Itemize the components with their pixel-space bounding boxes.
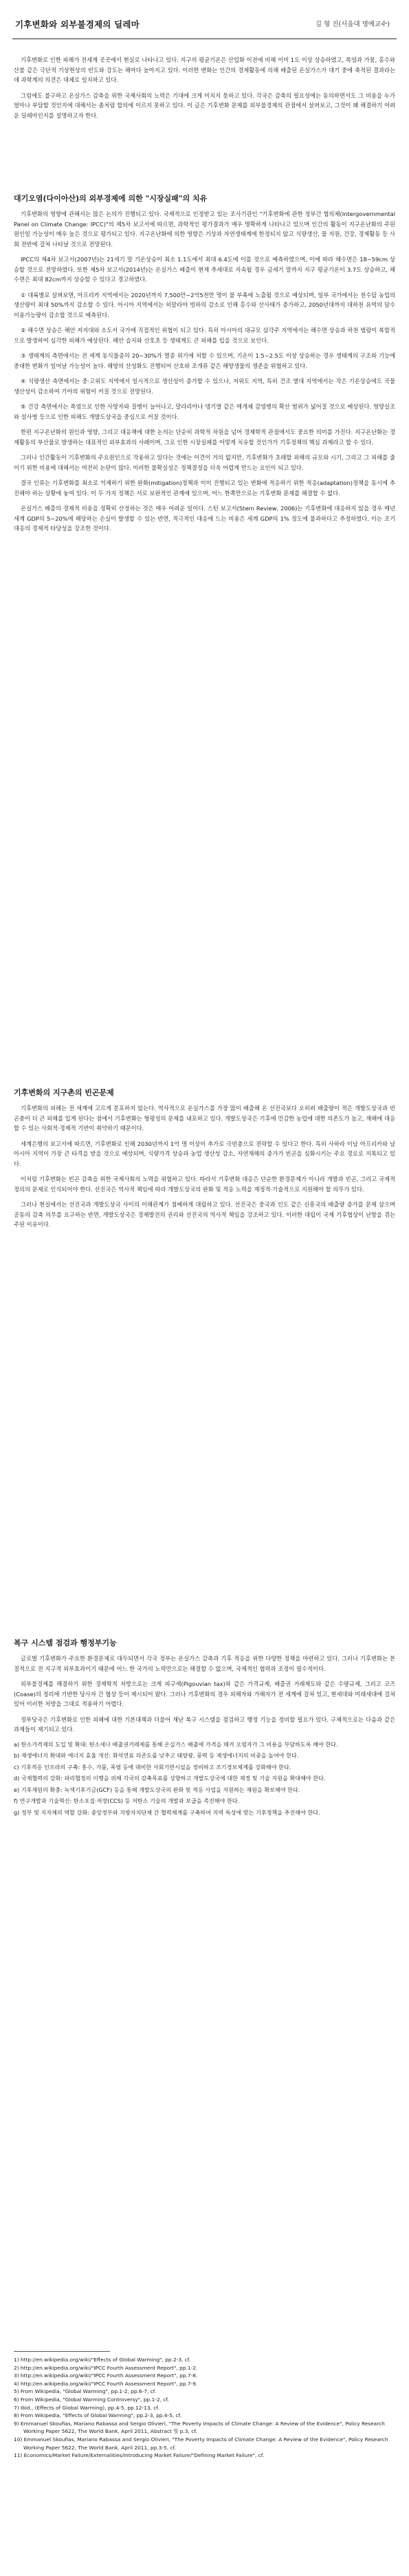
body-paragraph: 그러나 현실에서는 선진국과 개발도상국 사이의 이해관계가 첨예하게 대립하고 있다. 선진국은 중국과 인도 같은 신흥국의 배출량 증가를 문제 삼으며 공동의 감축 의무를 요구하는 반면, 개발도상국은 경제발전의 권리와 선진국의 역사적 책임을 강조하고 있다. 이러한 대립이 국제 기후협상이 난항을 겪는 주된 이유이다. bbox=[14, 1201, 395, 1228]
section-heading: 복구 시스템 점검과 행정부기능 bbox=[14, 1638, 117, 1647]
body-paragraph: 세계은행의 보고서에 따르면, 기후변화로 인해 2030년까지 1억 명 이상이 추가로 극빈층으로 전락할 수 있다고 한다. 특히 사하라 이남 아프리카와 남아시아 지역이 가장 큰 타격을 받을 것으로 예상되며, 식량가격 상승과 농업 생산성 감소, 자연재해의 증가가 빈곤을 심화시키는 주요 경로로 지목되고 있다. bbox=[14, 1140, 395, 1167]
body-paragraph: 외부불경제를 해결하기 위한 경제학적 처방으로는 크게 피구세(Pigouvian tax)와 같은 가격규제, 배출권 거래제도와 같은 수량규제, 그리고 코즈(Coase)의 정리에 기반한 당사자 간 협상 등이 제시되어 왔다. 그러나 기후변화의 경우 피해자와 가해자가 전 세계에 걸쳐 있고, 현세대와 미래세대에 걸쳐 있어 이러한 처방을 그대로 적용하기 어렵다. bbox=[14, 1680, 395, 1707]
list-item: c) 기후적응 인프라의 구축: 홍수, 가뭄, 폭염 등에 대비한 사회기반시설을 정비하고 조기경보체계를 강화해야 한다. bbox=[14, 1763, 291, 1771]
list-item: d) 국제협력의 강화: 파리협정의 이행을 위해 각국의 감축목표를 상향하고 개발도상국에 대한 재정 및 기술 지원을 확대해야 한다. bbox=[14, 1775, 326, 1782]
footnote: 4) http://en.wikipedia.org/wiki/"IPCC Fourth Assessment Report", pp.7-9. bbox=[14, 2380, 198, 2387]
body-paragraph: IPCC의 제4차 보고서(2007년)는 21세기 말 기온상승이 최소 1.1도에서 최대 6.4도에 이를 것으로 예측하였으며, 이에 따라 해수면은 18~59cm 상승할 것으로 전망하였다. 또한 제5차 보고서(2014년)는 온실가스 배출이 현재 추세대로 지속될 경우 금세기 말까지 지구 평균기온이 3.7도 상승하고, 해수면은 최대 82cm까지 상승할 수 있다고 경고하였다. bbox=[14, 256, 395, 283]
footnote: 2) http://en.wikipedia.org/wiki/"IPCC Fourth Assessment Report", pp.1-2. bbox=[14, 2364, 198, 2371]
intro-section bbox=[14, 55, 395, 126]
body-paragraph: 기후변화의 피해는 전 세계에 고르게 분포하지 않는다. 역사적으로 온실가스를 가장 많이 배출해 온 선진국보다 오히려 배출량이 적은 개발도상국과 빈곤층이 더 큰 피해를 입게 된다는 점에서 기후변화는 형평성의 문제를 내포하고 있다. 개발도상국은 기후에 민감한 농업에 대한 의존도가 높고, 재해에 대응할 수 있는 사회적·경제적 기반이 취약하기 때문이다. bbox=[14, 1105, 395, 1132]
footnote: 1) http://en.wikipedia.org/wiki/"Effects of Global Warming", pp.2-3, cf. bbox=[14, 2357, 191, 2363]
section-heading: 대기오염(다이아산)의 외부경제에 의한 "시장실패"의 치유 bbox=[14, 194, 208, 203]
body-paragraph: 글로벌 기후변화가 주요한 환경문제로 대두되면서 각국 정부는 온실가스 감축과 기후 적응을 위한 다양한 정책을 마련하고 있다. 그러나 기후변화는 본질적으로 전 지구적 외부효과이기 때문에 어느 한 국가의 노력만으로는 해결할 수 없으며, 국제적인 협력과 조정이 필수적이다. bbox=[14, 1655, 395, 1672]
author-line: 김 형 진(서울대 명예교수) bbox=[315, 21, 390, 28]
footnote: 5) From Wikipedia, "Global Warming", pp.1-2, pp.6-7, cf. bbox=[14, 2388, 157, 2395]
section-recovery bbox=[14, 1637, 395, 1823]
body-paragraph: 정부당국은 기후변화로 인한 피해에 대한 기본대책과 더불어 재난 복구 시스템을 점검하고 행정 기능을 정비할 필요가 있다. 구체적으로는 다음과 같은 과제들이 제기되고 있다. bbox=[14, 1715, 395, 1733]
footnote: 10) Emmanuel Skoufias, Mariano Rabassa and Sergio Olivieri, "The Poverty Impacts of Climate Change: A Review of the Evidence", Policy Research Working Paper 5622, The World Bank, April 2011, pp.3-5, cf. bbox=[14, 2436, 388, 2451]
footnotes bbox=[14, 2346, 395, 2460]
body-paragraph: ② 해수면 상승은 해안 저지대와 소도서 국가에 직접적인 위협이 되고 있다. 특히 아시아의 대규모 삼각주 지역에서는 해수면 상승과 하천 범람이 복합적으로 발생하여 심각한 피해가 예상된다. 해안 습지와 산호초 등 생태계도 큰 피해를 입을 것으로 보인다. bbox=[14, 327, 395, 344]
footnote-divider bbox=[14, 2351, 110, 2352]
policy-list bbox=[14, 1740, 395, 1818]
body-paragraph: 결국 인류는 기후변화를 최소로 억제하기 위한 완화(mitigation)정책과 이미 진행되고 있는 변화에 적응하기 위한 적응(adaptation)정책을 동시에 추진해야 하는 상황에 놓여 있다. 이 두 가지 정책은 서로 보완적인 관계에 있으며, 어느 한쪽만으로는 기후변화 문제를 해결할 수 없다. bbox=[14, 479, 395, 497]
intro-paragraph: 기후변화로 인한 피해가 전세계 곳곳에서 현실로 나타나고 있다. 지구의 평균기온은 산업화 이전에 비해 이미 1도 이상 상승하였고, 폭염과 가뭄, 홍수와 산불 같은 극단적 기상현상의 빈도와 강도는 해마다 높아지고 있다. 이러한 변화는 인간의 경제활동에 의해 배출된 온실가스가 대기 중에 축적된 결과라는 데 과학계의 의견은 대체로 일치하고 있다. bbox=[14, 56, 395, 83]
list-item: f) 연구개발과 기술혁신: 탄소포집·저장(CCS) 등 저탄소 기술의 개발과 보급을 촉진해야 한다. bbox=[14, 1797, 240, 1804]
intro-paragraph: 그럼에도 불구하고 온실가스 감축을 위한 국제사회의 노력은 기대에 크게 미치지 못하고 있다. 각국은 감축의 필요성에는 동의하면서도 그 비용을 누가 얼마나 부담할 것인지에 대해서는 좀처럼 합의에 이르지 못하고 있다. 이 글은 기후변화 문제를 외부불경제의 관점에서 살펴보고, 그것이 왜 해결하기 어려운 딜레마인지를 설명하고자 한다. bbox=[14, 91, 395, 119]
body-paragraph: 온실가스 배출의 경제적 비용을 정확히 산정하는 것은 매우 어려운 일이다. 스턴 보고서(Stern Review, 2006)는 기후변화에 대응하지 않을 경우 매년 세계 GDP의 5~20%에 해당하는 손실이 발생할 수 있는 반면, 적극적인 대응에 드는 비용은 세계 GDP의 1% 정도에 불과하다고 추정하였다. 이는 조기 대응의 경제적 타당성을 강조한 것이다. bbox=[14, 505, 395, 532]
footnote-list bbox=[14, 2356, 395, 2460]
body-paragraph: ⑤ 건강 측면에서는 폭염으로 인한 사망자와 질병이 늘어나고, 말라리아나 뎅기열 같은 매개체 감염병의 확산 범위가 넓어질 것으로 예상된다. 영양실조와 설사병 등으로 인한 피해도 개발도상국을 중심으로 커질 것이다. bbox=[14, 403, 395, 420]
document-title: 기후변화와 외부불경제의 딜레마 bbox=[15, 19, 140, 30]
body-paragraph: ① 대륙별로 살펴보면, 아프리카 지역에서는 2020년까지 7,500만~2억5천만 명이 물 부족에 노출될 것으로 예상되며, 일부 국가에서는 천수답 농업의 생산량이 최대 50%까지 감소할 수 있다. 아시아 지역에서는 히말라야 빙하의 감소로 인해 홍수와 산사태가 증가하고, 2050년대까지 대하천 유역의 담수 이용가능량이 감소할 것으로 예측된다. bbox=[14, 291, 395, 318]
body-paragraph: ③ 생태계의 측면에서는 전 세계 동식물종의 20~30%가 멸종 위기에 처할 수 있으며, 기온이 1.5~2.5도 이상 상승하는 경우 생태계의 구조와 기능에 중대한 변화가 일어날 가능성이 높다. 해양의 산성화도 진행되어 산호와 조개류 같은 해양생물의 생존을 위협하고 있다. bbox=[14, 352, 395, 369]
footnote: 3) http://en.wikipedia.org/wiki/"IPCC Fourth Assessment Report", pp.7-8. bbox=[14, 2372, 198, 2379]
body-paragraph: 그러나 인간활동이 기후변화의 주요원인으로 작용하고 있다는 것에는 이견이 거의 없지만, 기후변화가 초래할 피해의 규모와 시기, 그리고 그 피해를 줄이기 위한 비용에 대해서는 여전히 논란이 많다. 이러한 불확실성은 정책결정을 더욱 어렵게 만드는 요인이 되고 있다. bbox=[14, 454, 395, 471]
footnote: 8) From Wikipedia, "Effects of Global Warming", pp.2-3, pp.4-5, cf. bbox=[14, 2412, 182, 2419]
footnote: 6) From Wikipedia, "Global Warming Controversy", pp.1-2, cf. bbox=[14, 2396, 169, 2403]
section-externality bbox=[14, 193, 395, 539]
footnote: 7) Ibid., (Effects of Global Warming), pp.4-5, pp.12-13, cf. bbox=[14, 2404, 159, 2411]
list-item: g) 정부 및 지자체의 역할 강화: 중앙정부와 지방자치단체 간 협력체계를 구축하여 지역 특성에 맞는 기후정책을 추진해야 한다. bbox=[14, 1808, 320, 1816]
footnote: 11) Economics/Market Failure/Externalities/Introducing Market Failure/"Defining Market Failure", cf. bbox=[14, 2452, 265, 2459]
body-paragraph: 이처럼 기후변화는 빈곤 감축을 위한 국제사회의 노력을 위협하고 있다. 따라서 기후변화 대응은 단순한 환경문제가 아니라 개발과 빈곤, 그리고 국제적 정의의 문제로 인식되어야 한다. 선진국은 역사적 책임에 따라 개발도상국의 완화 및 적응 노력을 재정적·기술적으로 지원해야 할 의무가 있다. bbox=[14, 1176, 395, 1193]
list-item: e) 기후재원의 확충: 녹색기후기금(GCF) 등을 통해 개발도상국의 완화 및 적응 사업을 지원하는 재원을 확보해야 한다. bbox=[14, 1786, 300, 1793]
document-header bbox=[0, 12, 409, 45]
footnote: 9) Emmanuel Skoufias, Mariano Rabassa and Sergio Olivieri, "The Poverty Impacts of Climate Change: A Review of the Evidence", Policy Research Working Paper 5622, The World Bank, April 2011, Abstract 및 p.3, cf. bbox=[14, 2420, 385, 2435]
body-paragraph: 기후변화의 영향에 관해서는 많은 논의가 진행되고 있다. 국제적으로 인정받고 있는 조사기관인 "기후변화에 관한 정부간 협의체(Intergovernmental Panel on Climate Change: IPCC)"의 제5차 보고서에 따르면, 과학적인 평가결과가 매우 명확하게 나타나고 있으며 인간의 활동이 지구온난화의 주된 원인일 가능성이 매우 높은 것으로 평가되고 있다. 지구온난화에 의한 영향은 기상과 자연생태계에 한정되지 않고 식량생산, 물 자원, 건강, 경제활동 등 사회 전반에 걸쳐 나타날 것으로 전망된다. bbox=[14, 210, 395, 248]
list-item: b) 재생에너지 확대와 에너지 효율 개선: 화석연료 의존도를 낮추고 태양광, 풍력 등 재생에너지의 비중을 높여야 한다. bbox=[14, 1752, 299, 1759]
list-item: a) 탄소가격제의 도입 및 확대: 탄소세나 배출권거래제를 통해 온실가스 배출에 가격을 매겨 오염자가 그 비용을 부담하도록 해야 한다. bbox=[14, 1740, 338, 1748]
body-paragraph: 한편 지구온난화의 원인과 영향, 그리고 대응책에 대한 논의는 단순히 과학적 차원을 넘어 경제학적 관점에서도 중요한 의미를 가진다. 지구온난화는 경제활동의 부산물로 발생하는 대표적인 외부효과의 사례이며, 그로 인한 시장실패를 어떻게 치유할 것인가가 기후정책의 핵심 과제라고 할 수 있다. bbox=[14, 429, 395, 446]
section-poverty bbox=[14, 1087, 395, 1235]
body-paragraph: ④ 식량생산 측면에서는 중·고위도 지역에서 일시적으로 생산성이 증가할 수 있으나, 저위도 지역, 특히 건조 열대 지역에서는 작은 기온상승에도 곡물 생산성이 감소하여 기아의 위험이 커질 것으로 전망된다. bbox=[14, 378, 395, 395]
section-heading: 기후변화의 지구촌의 빈곤문제 bbox=[14, 1088, 114, 1097]
